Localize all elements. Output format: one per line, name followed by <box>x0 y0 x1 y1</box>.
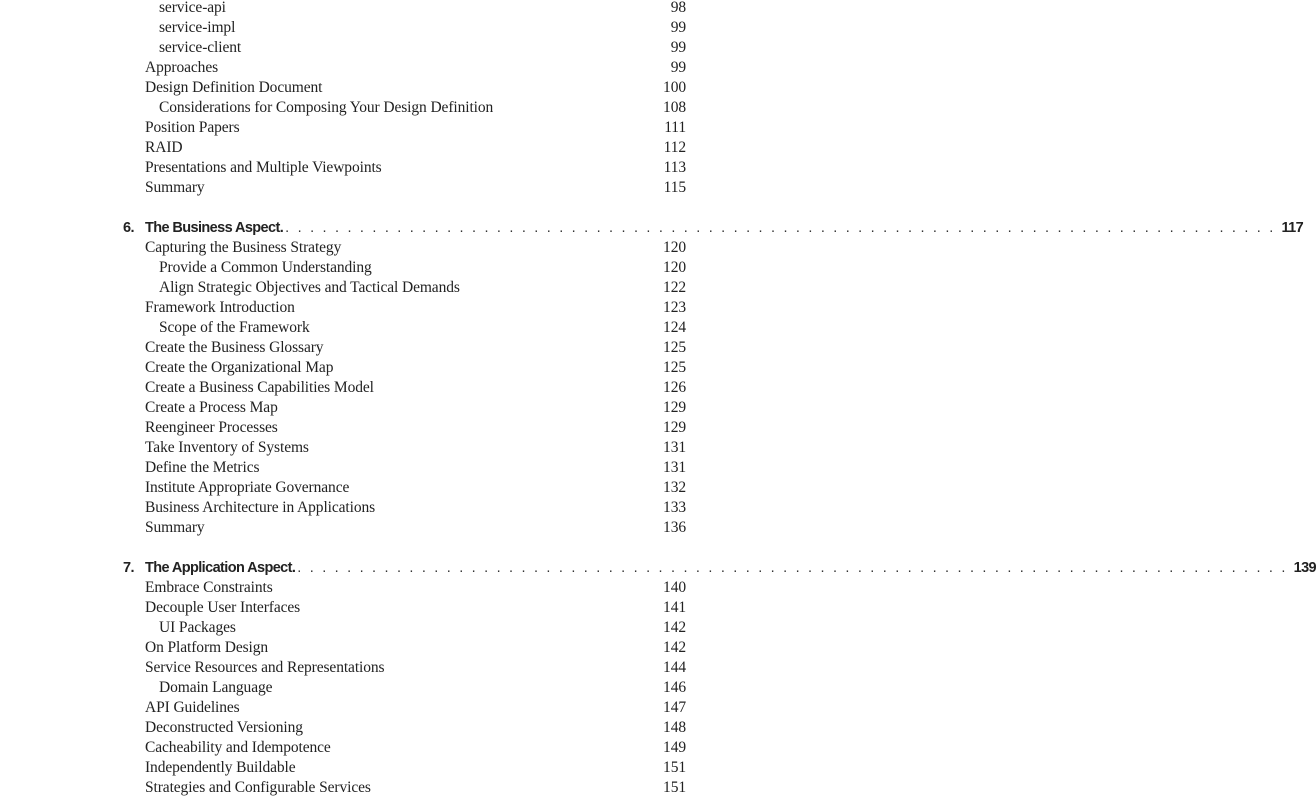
entry-page-number: 108 <box>663 99 686 116</box>
entry-title: UI Packages <box>159 619 236 636</box>
entry-page-number: 112 <box>663 139 686 156</box>
chapter-heading[interactable] <box>0 218 1304 238</box>
entry-page-number: 126 <box>663 379 686 396</box>
toc-entry[interactable] <box>0 158 800 178</box>
entry-title: Service Resources and Representations <box>145 659 385 676</box>
toc-entry[interactable] <box>0 578 800 598</box>
dot-leader: . . . . . . . . . . . . . . . . . . . . . . . . . . . . . . . . . . . . . . . . . . . . . . . . . . . . . . . . . . . . . . . . . . . . . . . . . . . . . . . . <box>297 560 1288 576</box>
entry-page-number: 129 <box>663 399 686 416</box>
entry-page-number: 113 <box>663 159 686 176</box>
toc-entry[interactable] <box>0 138 800 158</box>
entry-title: RAID <box>145 139 183 156</box>
entry-page-number: 100 <box>663 79 686 96</box>
toc-entry[interactable] <box>0 378 800 398</box>
toc-entry[interactable] <box>0 178 800 198</box>
toc-entry[interactable] <box>0 598 800 618</box>
chapter-title: The Business Aspect. <box>145 220 284 236</box>
toc-entry[interactable] <box>0 398 800 418</box>
entry-title: service-client <box>159 39 242 56</box>
entry-title: On Platform Design <box>145 639 269 656</box>
entry-page-number: 111 <box>664 119 686 136</box>
entry-title: Presentations and Multiple Viewpoints <box>145 159 382 176</box>
toc-subentry[interactable] <box>0 618 800 638</box>
entry-title: Capturing the Business Strategy <box>145 239 342 256</box>
entry-page-number: 144 <box>663 659 686 676</box>
entry-title: Summary <box>145 519 205 536</box>
entry-page-number: 120 <box>663 239 686 256</box>
chapter-page-number: 117 <box>1281 220 1304 236</box>
toc-entry[interactable] <box>0 458 800 478</box>
toc-entry[interactable] <box>0 638 800 658</box>
entry-title: Summary <box>145 179 205 196</box>
entry-title: API Guidelines <box>145 699 240 716</box>
toc-entry[interactable] <box>0 758 800 778</box>
entry-title: Reengineer Processes <box>145 419 278 436</box>
chapter-line <box>145 218 1304 238</box>
entry-title: Design Definition Document <box>145 79 323 96</box>
toc-subentry[interactable] <box>0 0 800 18</box>
toc-entry[interactable] <box>0 778 800 798</box>
entry-title: service-impl <box>159 19 236 36</box>
toc-entry[interactable] <box>0 418 800 438</box>
toc-entry[interactable] <box>0 478 800 498</box>
entry-page-number: 141 <box>663 599 686 616</box>
entry-title: Create the Organizational Map <box>145 359 334 376</box>
entry-page-number: 129 <box>663 419 686 436</box>
entry-page-number: 123 <box>663 299 686 316</box>
entry-page-number: 124 <box>663 319 686 336</box>
toc-subentry[interactable] <box>0 258 800 278</box>
entry-page-number: 99 <box>670 39 686 56</box>
entry-page-number: 151 <box>663 759 686 776</box>
toc-entry[interactable] <box>0 58 800 78</box>
entry-title: Provide a Common Understanding <box>159 259 372 276</box>
entry-page-number: 99 <box>670 59 686 76</box>
toc-entry[interactable] <box>0 658 800 678</box>
entry-page-number: 142 <box>663 639 686 656</box>
section-gap <box>0 538 800 558</box>
entry-page-number: 125 <box>663 339 686 356</box>
entry-title: Create the Business Glossary <box>145 339 324 356</box>
entry-page-number: 122 <box>663 279 686 296</box>
toc-entry[interactable] <box>0 438 800 458</box>
entry-title: Strategies and Configurable Services <box>145 779 371 796</box>
entry-page-number: 131 <box>663 439 686 456</box>
toc-entry[interactable] <box>0 698 800 718</box>
toc-subentry[interactable] <box>0 98 800 118</box>
toc-entry[interactable] <box>0 738 800 758</box>
toc-subentry[interactable] <box>0 18 800 38</box>
entry-page-number: 115 <box>663 179 686 196</box>
chapter-line <box>145 558 1316 578</box>
entry-title: Define the Metrics <box>145 459 260 476</box>
entry-title: Create a Process Map <box>145 399 278 416</box>
entry-title: Considerations for Composing Your Design Definition <box>159 99 494 116</box>
toc-subentry[interactable] <box>0 678 800 698</box>
entry-title: Take Inventory of Systems <box>145 439 309 456</box>
toc-subentry[interactable] <box>0 318 800 338</box>
entry-title: Domain Language <box>159 679 273 696</box>
entry-title: Decouple User Interfaces <box>145 599 301 616</box>
entry-page-number: 136 <box>663 519 686 536</box>
entry-title: Independently Buildable <box>145 759 296 776</box>
toc-entry[interactable] <box>0 298 800 318</box>
entry-title: service-api <box>159 0 226 16</box>
entry-page-number: 133 <box>663 499 686 516</box>
entry-page-number: 140 <box>663 579 686 596</box>
entry-page-number: 99 <box>670 19 686 36</box>
toc-entry[interactable] <box>0 238 800 258</box>
chapter-number: 7. <box>123 560 134 576</box>
entry-page-number: 125 <box>663 359 686 376</box>
entry-title: Approaches <box>145 59 219 76</box>
chapter-title: The Application Aspect. <box>145 560 296 576</box>
toc-subentry[interactable] <box>0 278 800 298</box>
entry-title: Business Architecture in Applications <box>145 499 376 516</box>
entry-page-number: 98 <box>670 0 686 16</box>
entry-title: Institute Appropriate Governance <box>145 479 350 496</box>
entry-title: Position Papers <box>145 119 240 136</box>
entry-page-number: 148 <box>663 719 686 736</box>
toc-subentry[interactable] <box>0 38 800 58</box>
entry-page-number: 131 <box>663 459 686 476</box>
toc-entry[interactable] <box>0 118 800 138</box>
toc-entry[interactable] <box>0 498 800 518</box>
dot-leader: . . . . . . . . . . . . . . . . . . . . . . . . . . . . . . . . . . . . . . . . . . . . . . . . . . . . . . . . . . . . . . . . . . . . . . . . . . . . . . . . <box>285 220 1276 236</box>
section-gap <box>0 198 800 218</box>
toc-entry[interactable] <box>0 358 800 378</box>
entry-page-number: 142 <box>663 619 686 636</box>
entry-page-number: 149 <box>663 739 686 756</box>
chapter-number: 6. <box>123 220 134 236</box>
entry-page-number: 132 <box>663 479 686 496</box>
entry-page-number: 146 <box>663 679 686 696</box>
entry-page-number: 120 <box>663 259 686 276</box>
toc-entry[interactable] <box>0 518 800 538</box>
entry-title: Scope of the Framework <box>159 319 310 336</box>
entry-page-number: 147 <box>663 699 686 716</box>
entry-title: Deconstructed Versioning <box>145 719 303 736</box>
chapter-page-number: 139 <box>1293 560 1316 576</box>
entry-title: Embrace Constraints <box>145 579 273 596</box>
toc-entry[interactable] <box>0 338 800 358</box>
entry-title: Create a Business Capabilities Model <box>145 379 374 396</box>
entry-title: Cacheability and Idempotence <box>145 739 331 756</box>
chapter-heading[interactable] <box>0 558 1316 578</box>
toc-entry[interactable] <box>0 78 800 98</box>
entry-page-number: 151 <box>663 779 686 796</box>
entry-title: Framework Introduction <box>145 299 295 316</box>
toc-entry[interactable] <box>0 718 800 738</box>
entry-title: Align Strategic Objectives and Tactical Demands <box>159 279 460 296</box>
